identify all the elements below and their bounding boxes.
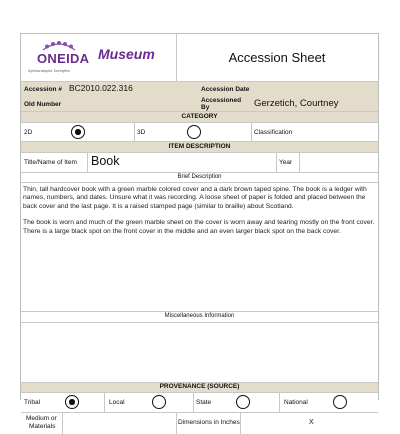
provenance-state-radio[interactable] bbox=[236, 395, 250, 409]
provenance-tribal-radio[interactable] bbox=[65, 395, 79, 409]
brief-description-field[interactable] bbox=[23, 186, 375, 244]
dimensions-field[interactable] bbox=[243, 414, 375, 430]
accession-number-label: Accession # bbox=[24, 86, 62, 93]
medium-materials-label-line1: Medium or bbox=[26, 415, 57, 422]
brief-description-paragraph-2: The book is worn and much of the green marble sheet on the cover is worn away and tearing mostly on the front cover. There is a large black spot on the front cover in the middle and an even larger black spot on the back cover. bbox=[23, 219, 375, 235]
dimensions-separator: X bbox=[309, 419, 314, 426]
old-number-label: Old Number bbox=[24, 101, 62, 108]
item-year-label: Year bbox=[279, 159, 293, 166]
accession-number-field[interactable]: BC2010.022.316 bbox=[69, 83, 133, 93]
category-heading: CATEGORY bbox=[181, 113, 218, 120]
item-year-field[interactable] bbox=[302, 155, 374, 169]
provenance-local-label: Local bbox=[109, 399, 125, 406]
category-2d-label: 2D bbox=[24, 129, 33, 136]
oneida-logo bbox=[25, 38, 95, 80]
museum-label: Museum bbox=[98, 46, 155, 62]
misc-information-field[interactable] bbox=[23, 325, 375, 379]
logo-tagline: Ayenka'atayela Twentyfive bbox=[28, 69, 71, 73]
logo-wordmark: ONEIDA bbox=[37, 51, 90, 66]
category-3d-radio[interactable] bbox=[187, 125, 201, 139]
accessioned-by-label-line2: By bbox=[201, 104, 210, 111]
dimensions-label: Dimensions in Inches bbox=[178, 419, 240, 426]
accessioned-by-label-line1: Accessioned bbox=[201, 97, 242, 104]
item-title-field[interactable]: Book bbox=[91, 154, 120, 168]
medium-materials-field[interactable] bbox=[65, 414, 173, 430]
brief-description-label: Brief Description bbox=[177, 174, 222, 180]
provenance-national-label: National bbox=[284, 399, 308, 406]
category-2d-radio[interactable] bbox=[71, 125, 85, 139]
misc-information-label: Miscellaneous Information bbox=[164, 313, 235, 319]
classification-label: Classification bbox=[254, 129, 293, 136]
classification-field[interactable] bbox=[303, 125, 373, 138]
brief-description-paragraph-1: Thin, tall hardcover book with a green marble colored cover and a dark brown taped spine. The book is a ledger with names, numbers, and dates. Unsure what it was recording. A loose sheet of paper is folded and placed between the back cover and the last page. It is a raised stamped page (similar to braille) about Scotland. bbox=[23, 186, 367, 210]
provenance-state-label: State bbox=[196, 399, 212, 406]
provenance-national-radio[interactable] bbox=[333, 395, 347, 409]
old-number-field[interactable] bbox=[69, 97, 194, 109]
provenance-heading: PROVENANCE (SOURCE) bbox=[159, 383, 240, 390]
item-description-heading: ITEM DESCRIPTION bbox=[168, 143, 231, 150]
item-title-label: Title/Name of Item bbox=[24, 159, 77, 166]
accession-sheet bbox=[20, 33, 379, 430]
page-title: Accession Sheet bbox=[228, 50, 326, 65]
accessioned-by-field[interactable]: Gerzetich, Courtney bbox=[254, 98, 339, 109]
accession-date-field[interactable] bbox=[256, 83, 374, 95]
accession-date-label: Accession Date bbox=[201, 86, 250, 93]
provenance-tribal-label: Tribal bbox=[24, 399, 41, 406]
category-3d-label: 3D bbox=[137, 129, 146, 136]
medium-materials-label-line2: Materials bbox=[29, 423, 56, 430]
provenance-local-radio[interactable] bbox=[152, 395, 166, 409]
